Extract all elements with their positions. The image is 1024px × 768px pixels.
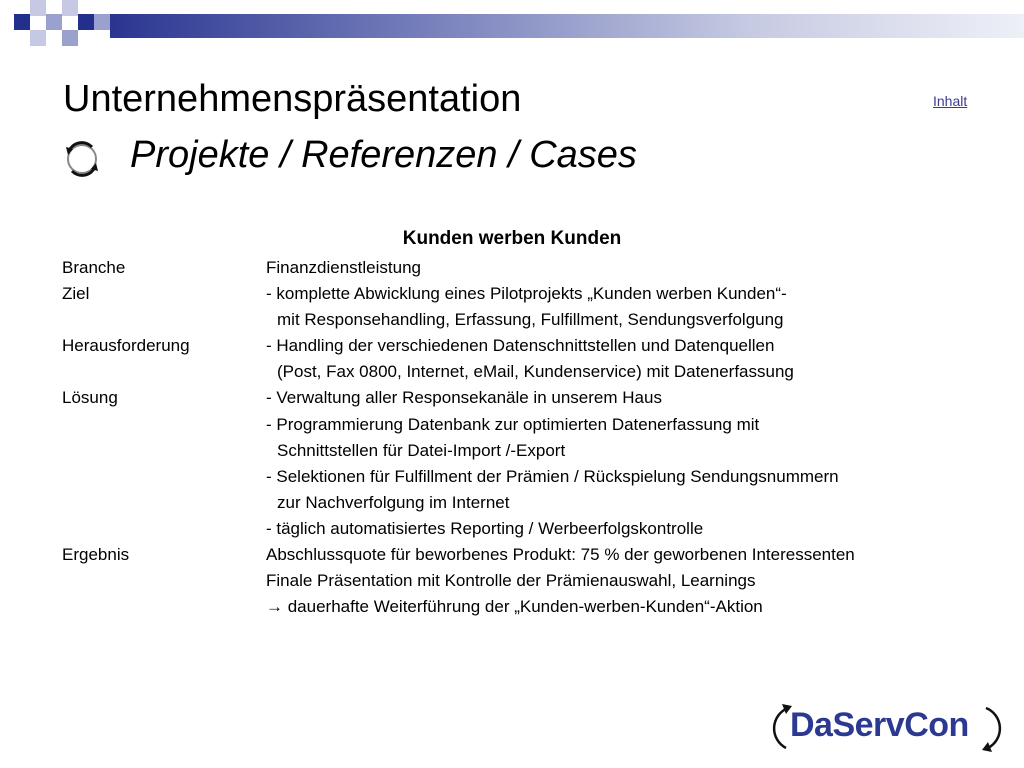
detail-text: - täglich automatisiertes Reporting / Werbeerfolgskontrolle	[266, 518, 704, 538]
header-gradient-band	[110, 14, 1024, 38]
decor-square	[62, 0, 78, 16]
logo-text: DaServCon	[790, 706, 969, 744]
detail-row	[62, 568, 992, 594]
decor-square	[62, 30, 78, 46]
detail-label: Herausforderung	[62, 336, 190, 356]
decor-square	[30, 0, 46, 16]
detail-text: - Programmierung Datenbank zur optimierten Datenerfassung mit	[266, 414, 760, 434]
detail-text: - Verwaltung aller Responsekanäle in unserem Haus	[266, 388, 662, 408]
detail-text: Schnittstellen für Datei-Import /-Export	[277, 440, 566, 460]
detail-text: Finanzdienstleistung	[266, 258, 421, 277]
detail-text: (Post, Fax 0800, Internet, eMail, Kundenservice) mit Datenerfassung	[277, 362, 794, 382]
detail-text: - Handling der verschiedenen Datenschnittstellen und Datenquellen	[266, 336, 775, 356]
detail-label: Lösung	[62, 388, 118, 408]
detail-text: zur Nachverfolgung im Internet	[277, 492, 510, 512]
detail-row	[62, 281, 992, 307]
detail-text: mit Responsehandling, Erfassung, Fulfillment, Sendungsverfolgung	[277, 310, 784, 330]
decor-square	[30, 30, 46, 46]
case-details	[62, 255, 992, 620]
detail-row	[62, 255, 992, 281]
decor-square	[46, 14, 62, 30]
case-title: Kunden werben Kunden	[402, 228, 622, 249]
detail-row	[62, 542, 992, 568]
slide-title: Unternehmenspräsentation	[63, 78, 522, 120]
detail-row	[62, 412, 992, 438]
detail-row	[62, 438, 992, 464]
detail-label: Ergebnis	[62, 545, 130, 565]
detail-text: - komplette Abwicklung eines Pilotprojekts „Kunden werben Kunden“-	[266, 284, 787, 304]
detail-row	[62, 594, 992, 620]
detail-row	[62, 490, 992, 516]
detail-row	[62, 464, 992, 490]
detail-row	[62, 359, 992, 385]
inhalt-link[interactable]: Inhalt	[933, 93, 968, 109]
detail-text: → dauerhafte Weiterführung der „Kunden-werben-Kunden“-Aktion	[266, 597, 763, 617]
detail-label: Ziel	[62, 284, 90, 304]
header-decoration	[0, 0, 1024, 44]
detail-row	[62, 307, 992, 333]
detail-text: Finale Präsentation mit Kontrolle der Prämienauswahl, Learnings	[266, 571, 756, 591]
cycle-arrows-icon	[62, 141, 102, 177]
detail-row	[62, 516, 992, 542]
decor-square	[78, 14, 94, 30]
decor-square	[14, 14, 30, 30]
detail-text: Abschlussquote für beworbenes Produkt: 75 % der geworbenen Interessenten	[266, 545, 855, 565]
daservcon-logo	[768, 700, 1008, 756]
decor-square	[94, 14, 110, 30]
detail-row	[62, 333, 992, 359]
detail-row	[62, 385, 992, 411]
detail-text: - Selektionen für Fulfillment der Prämien / Rückspielung Sendungsnummern	[266, 466, 839, 486]
detail-label: Branche	[62, 258, 126, 277]
slide-subtitle: Projekte / Referenzen / Cases	[130, 134, 637, 176]
